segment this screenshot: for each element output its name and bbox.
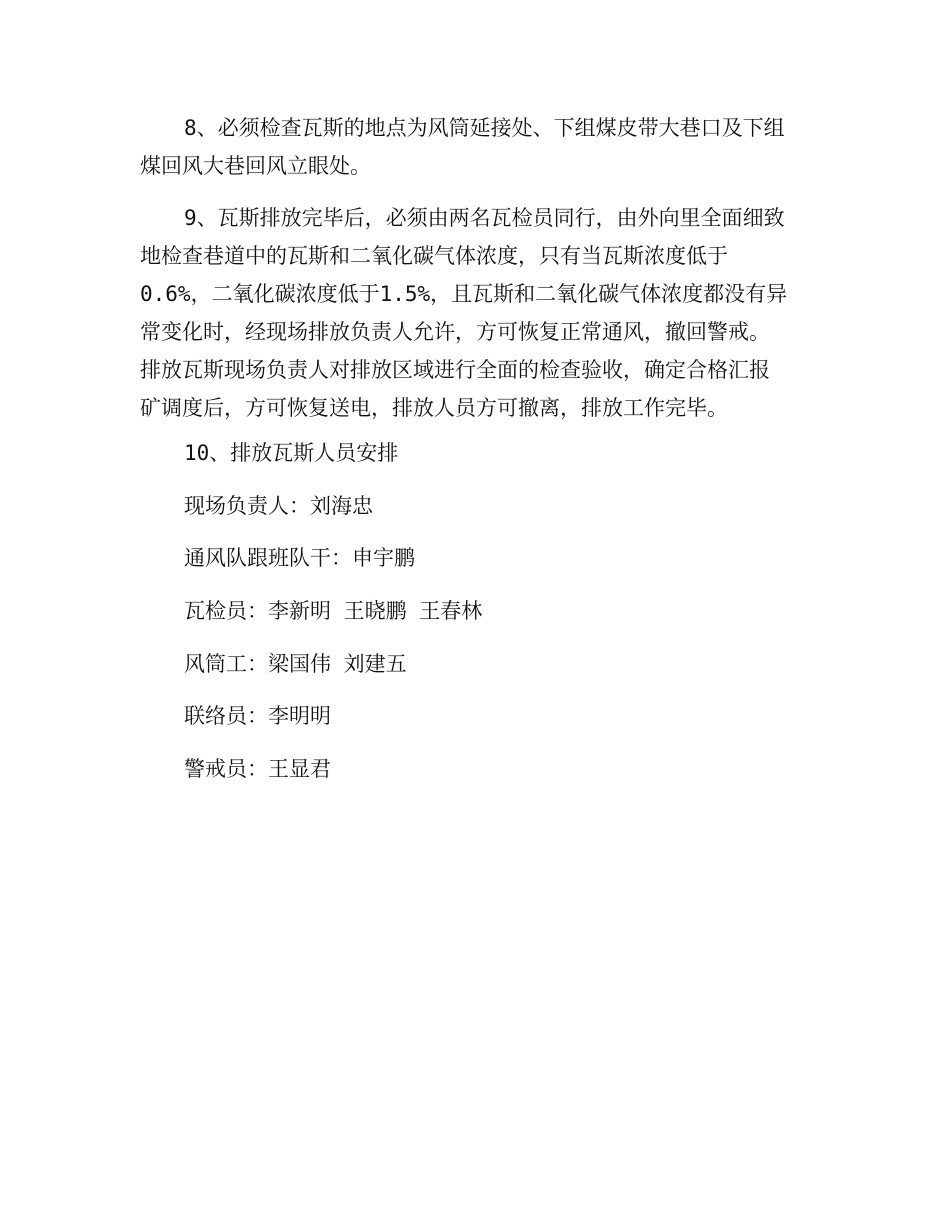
role-line-gas-inspectors: 瓦检员：李新明 王晓鹏 王春林 [184,599,483,623]
role-line-duct-workers: 风筒工：梁国伟 刘建五 [184,652,407,676]
paragraph-line: 9、瓦斯排放完毕后，必须由两名瓦检员同行，由外向里全面细致 [184,206,785,230]
paragraph-item-9 [140,199,812,427]
paragraph-line: 地检查巷道中的瓦斯和二氧化碳气体浓度，只有当瓦斯浓度低于 [140,244,728,268]
paragraph-line: 排放瓦斯现场负责人对排放区域进行全面的检查验收，确定合格汇报 [140,358,770,382]
role-line-site-leader: 现场负责人：刘海忠 [184,494,373,518]
paragraph-line: 常变化时，经现场排放负责人允许，方可恢复正常通风，撤回警戒。 [140,320,770,344]
section-heading-item-10: 10、排放瓦斯人员安排 [184,441,399,465]
paragraph-line: 0.6%，二氧化碳浓度低于1.5%，且瓦斯和二氧化碳气体浓度都没有异 [140,282,788,306]
paragraph-line: 8、必须检查瓦斯的地点为风筒延接处、下组煤皮带大巷口及下组 [184,116,785,140]
paragraph-line: 矿调度后，方可恢复送电，排放人员方可撤离，排放工作完毕。 [140,396,728,420]
role-line-shift-cadre: 通风队跟班队干：申宇鹏 [184,546,415,570]
paragraph-line: 煤回风大巷回风立眼处。 [140,154,371,178]
role-line-liaison: 联络员：李明明 [184,704,331,728]
paragraph-item-8 [140,109,812,185]
role-line-guard: 警戒员：王显君 [184,757,331,781]
